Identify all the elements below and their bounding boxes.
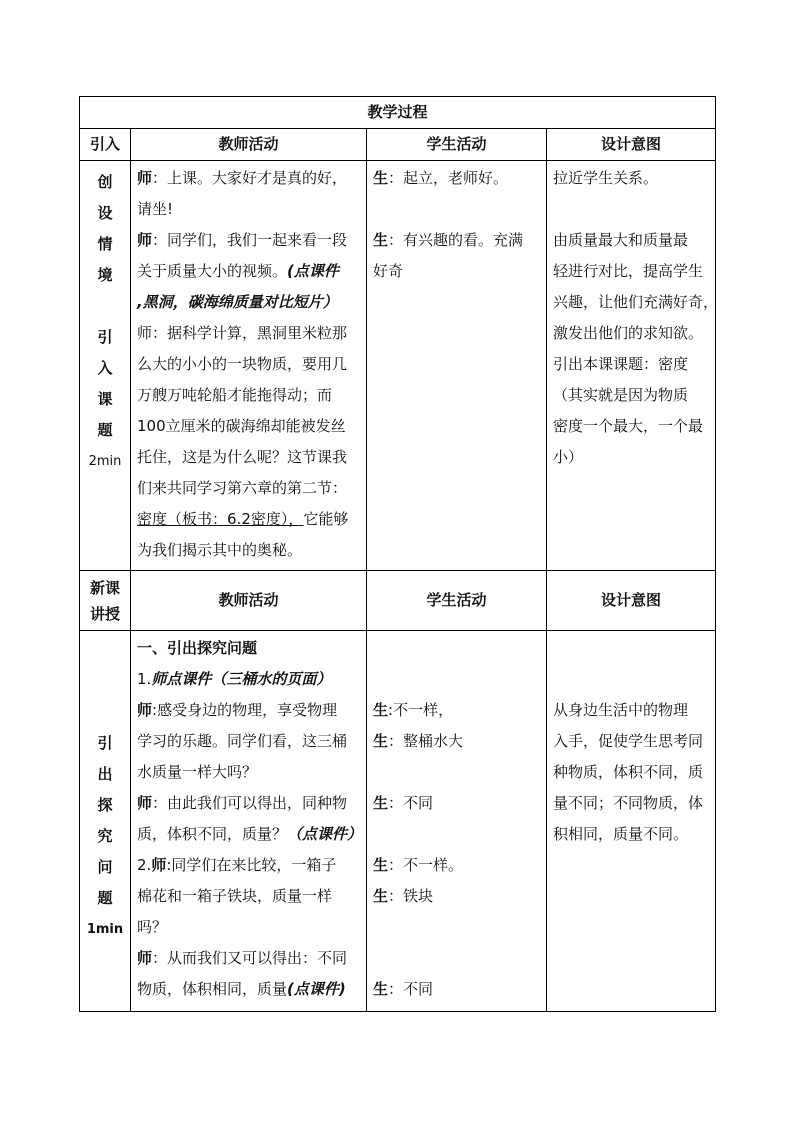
text-line: 激发出他们的求知欲。 bbox=[553, 324, 704, 342]
text-line: 学习的乐趣。同学们看，这三桶 bbox=[137, 732, 348, 750]
lesson-process-table bbox=[79, 96, 719, 1012]
section-label: 引入 bbox=[80, 129, 131, 161]
column-header-student: 学生活动 bbox=[367, 129, 547, 161]
stage-label-cell bbox=[80, 161, 131, 571]
text-line: 生：不一样。 bbox=[373, 856, 464, 874]
text-line: 从身边生活中的物理 bbox=[553, 701, 689, 719]
text-line: 关于质量大小的视频。(点课件 bbox=[137, 262, 339, 280]
text-line: 请坐! bbox=[137, 200, 174, 218]
stage-time: 2min bbox=[88, 454, 122, 469]
section-body-row bbox=[80, 631, 716, 1012]
text-line: 量不同；不同物质，体 bbox=[553, 794, 704, 812]
text-line: 一、引出探究问题 bbox=[137, 639, 258, 657]
teacher-activity-cell bbox=[131, 161, 367, 571]
stage-char: 引 bbox=[97, 734, 113, 752]
text-line: 生：不同 bbox=[373, 980, 434, 998]
text-line: 生：铁块 bbox=[373, 887, 434, 905]
text-line: 好奇 bbox=[373, 262, 404, 280]
text-line: 师：从而我们又可以得出：不同 bbox=[137, 949, 348, 967]
text-line: 生：不同 bbox=[373, 794, 434, 812]
text-line bbox=[553, 194, 710, 225]
text-line: 师：由此我们可以得出，同种物 bbox=[137, 794, 348, 812]
text-line: 100立厘米的碳海绵却能被发丝 bbox=[137, 417, 346, 435]
section-header-row bbox=[80, 129, 716, 161]
text-line: 物质，体积相同，质量(点课件) bbox=[137, 980, 346, 998]
text-line: 师：上课。大家好才是真的好， bbox=[137, 169, 348, 187]
text-line: 种物质，体积不同，质 bbox=[553, 763, 704, 781]
text-line: ,黑洞，碳海绵质量对比短片） bbox=[137, 293, 338, 311]
text-line: 们来共同学习第六章的第二节： bbox=[137, 479, 348, 497]
column-header-design: 设计意图 bbox=[547, 129, 716, 161]
stage-char: 引 bbox=[97, 328, 113, 346]
text-line: 1.师点课件（三桶水的页面） bbox=[137, 670, 332, 688]
stage-char: 入 bbox=[97, 359, 113, 377]
text-line: 兴趣，让他们充满好奇， bbox=[553, 293, 719, 311]
text-line: 吗？ bbox=[137, 918, 168, 936]
stage-time: 1min bbox=[86, 922, 124, 937]
text-line: 质，体积不同，质量？（点课件） bbox=[137, 825, 363, 843]
column-header-teacher: 教师活动 bbox=[131, 129, 367, 161]
text-line: 师：同学们，我们一起来看一段 bbox=[137, 231, 348, 249]
student-activity-cell bbox=[367, 631, 547, 1012]
text-line: 小） bbox=[553, 448, 584, 466]
column-header-design: 设计意图 bbox=[547, 571, 716, 631]
stage-char: 问 bbox=[97, 858, 113, 876]
table-title: 教学过程 bbox=[80, 97, 716, 129]
text-line: 生：整桶水大 bbox=[373, 732, 464, 750]
text-line: 积相同，质量不同。 bbox=[553, 825, 689, 843]
section-header-row bbox=[80, 571, 716, 631]
section-label: 新课 讲授 bbox=[80, 571, 131, 631]
stage-char: 境 bbox=[97, 266, 113, 284]
column-header-student: 学生活动 bbox=[367, 571, 547, 631]
text-line: 2.师:同学们在来比较，一箱子 bbox=[137, 856, 337, 874]
teacher-activity-cell bbox=[131, 631, 367, 1012]
text-line: 万艘万吨轮船才能拖得动；而 bbox=[137, 386, 333, 404]
text-line: 棉花和一箱子铁块，质量一样 bbox=[137, 887, 333, 905]
stage-char: 题 bbox=[97, 889, 113, 907]
student-activity-cell bbox=[367, 161, 547, 571]
text-line: 密度一个最大，一个最 bbox=[553, 417, 704, 435]
text-line: 师:感受身边的物理，享受物理 bbox=[137, 701, 338, 719]
text-line: 引出本课课题：密度 bbox=[553, 355, 689, 373]
text-line: 水质量一样大吗？ bbox=[137, 763, 258, 781]
stage-char: 课 bbox=[97, 390, 113, 408]
stage-char: 究 bbox=[97, 827, 113, 845]
text-line: 么大的小小的一块物质，要用几 bbox=[137, 355, 348, 373]
section-body-row bbox=[80, 161, 716, 571]
text-line: 生:不一样， bbox=[373, 701, 454, 719]
stage-char: 设 bbox=[97, 204, 113, 222]
stage-char: 情 bbox=[97, 235, 113, 253]
stage-char: 题 bbox=[97, 421, 113, 439]
text-line: 密度（板书：6.2密度），它能够 bbox=[137, 510, 349, 528]
design-intent-cell bbox=[547, 631, 716, 1012]
column-header-teacher: 教师活动 bbox=[131, 571, 367, 631]
text-line: 托住，这是为什么呢？这节课我 bbox=[137, 448, 348, 466]
stage-char: 创 bbox=[97, 173, 113, 191]
text-line: 师：据科学计算，黑洞里米粒那 bbox=[137, 324, 348, 342]
text-line: 生：有兴趣的看。充满 bbox=[373, 231, 524, 249]
text-line: 由质量最大和质量最 bbox=[553, 231, 689, 249]
text-line: 入手，促使学生思考同 bbox=[553, 732, 704, 750]
stage-label-cell bbox=[80, 631, 131, 1012]
stage-char: 探 bbox=[97, 796, 113, 814]
text-line: 生：起立，老师好。 bbox=[373, 169, 509, 187]
text-line: （其实就是因为物质 bbox=[553, 386, 689, 404]
text-line: 为我们揭示其中的奥秘。 bbox=[137, 541, 303, 559]
text-line: 拉近学生关系。 bbox=[553, 169, 659, 187]
stage-char: 出 bbox=[97, 765, 113, 783]
design-intent-cell bbox=[547, 161, 719, 571]
text-line: 轻进行对比，提高学生 bbox=[553, 262, 704, 280]
table-title-row bbox=[80, 97, 716, 129]
